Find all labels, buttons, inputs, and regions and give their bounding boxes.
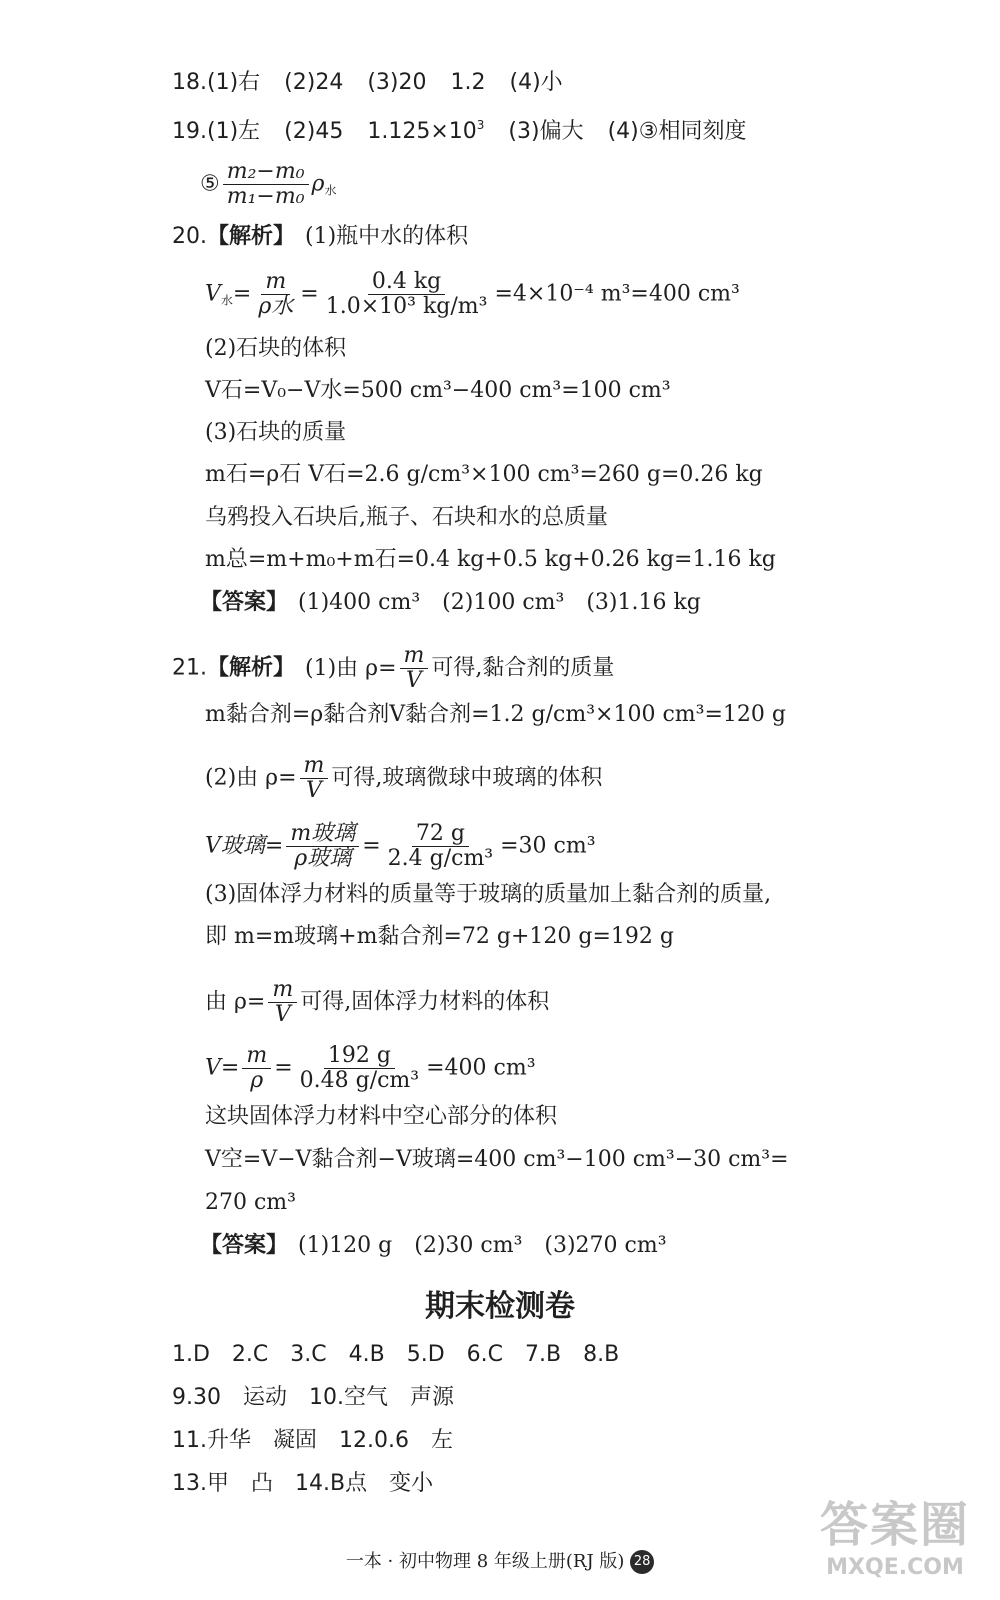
footer-text: 一本 · 初中物理 8 年级上册(RJ 版): [345, 1551, 625, 1572]
q21-f4-lhs: V=: [205, 1055, 240, 1081]
q20-f1-frac1-num: m: [261, 270, 290, 295]
q21-answer: [200, 1231, 667, 1261]
final-line-2: 9.30 运动 10.空气 声源: [172, 1385, 454, 1410]
q19-part2: (2)45: [284, 119, 344, 144]
q21-s4-num: m: [268, 978, 297, 1003]
q21-formula-3: 即 m=m玻璃+m黏合剂=72 g+120 g=192 g: [205, 924, 674, 949]
q20-answer: [200, 588, 701, 618]
q21-step3: (3)固体浮力材料的质量等于玻璃的质量加上黏合剂的质量,: [205, 882, 772, 907]
q21-step5: 这块固体浮力材料中空心部分的体积: [205, 1104, 558, 1129]
watermark-logo-text: 答案圈: [819, 1497, 970, 1553]
q19-rho-sub: 水: [324, 183, 337, 198]
watermark: [810, 1486, 980, 1580]
q21-f2-den2: 2.4 g/cm³: [387, 846, 494, 871]
q21-f2-rest: =30 cm³: [500, 833, 596, 859]
q19-part4: (4)③相同刻度: [607, 119, 747, 144]
q21-intro: [172, 644, 614, 693]
q20-answer-text: (1)400 cm³ (2)100 cm³ (3)1.16 kg: [298, 590, 701, 615]
q21-f4-den1: ρ: [250, 1068, 264, 1093]
q21-step2: [205, 754, 602, 803]
q21-formula-2: V玻璃= $\frac{\text{m玻璃}}{\text{ρ玻璃}}$ = $\frac{72 g}{\text{2.4 g/cm³}}$ =30 cm³: [205, 821, 596, 871]
q20-f1-lhs-sub: 水: [220, 293, 233, 308]
q19-exponent: 3: [476, 118, 485, 132]
q18-part2: (2)24: [284, 70, 344, 95]
page-number-badge: 28: [630, 1550, 654, 1574]
q20-f1-lhs: V: [205, 281, 221, 307]
q21-intro-den: V: [406, 668, 422, 693]
q19-part3: (3)偏大: [508, 119, 584, 144]
q21-intro-num: m: [400, 644, 429, 669]
q19-line: [172, 110, 746, 147]
q20-intro-text: (1)瓶中水的体积: [305, 224, 469, 249]
watermark-url: MXQE.COM: [826, 1555, 964, 1580]
q21-formula-5: V空=V−V黏合剂−V玻璃=400 cm³−100 cm³−30 cm³=: [205, 1147, 789, 1172]
q20-answer-tag: 【答案】: [200, 590, 289, 615]
q18-number: 18.: [172, 70, 207, 95]
final-line-3: 11.升华 凝固 12.0.6 左: [172, 1428, 453, 1453]
q20-intro: [172, 222, 468, 252]
q21-answer-tag: 【答案】: [200, 1233, 289, 1258]
q19-part2b: 1.125×10: [367, 119, 477, 144]
q21-f2-num2: 72 g: [412, 822, 469, 847]
q20-formula-3: m石=ρ石 V石=2.6 g/cm³×100 cm³=260 g=0.26 kg: [205, 462, 763, 487]
q20-step2: (2)石块的体积: [205, 336, 347, 361]
q20-f1-frac2: [322, 270, 492, 319]
q20-number: 20.: [172, 224, 207, 249]
q21-s4-den: V: [274, 1002, 291, 1027]
q21-step4: [205, 978, 549, 1027]
q20-f1-frac1: [254, 270, 297, 319]
q21-number: 21.: [172, 655, 207, 681]
q21-intro-frac: [400, 644, 429, 693]
q21-s2-frac: [300, 754, 329, 803]
q18-part3b: 1.2: [450, 70, 486, 95]
q21-f4-num1: m: [242, 1044, 271, 1069]
q19-number: 19.: [172, 119, 207, 144]
q20-f1-frac1-den: ρ水: [258, 294, 294, 319]
q21-formula-5-cont: 270 cm³: [205, 1190, 296, 1215]
q21-f2-num1: m玻璃: [286, 822, 359, 847]
q21-s4-b: 可得,固体浮力材料的体积: [300, 989, 550, 1015]
q18-part3: (3)20: [367, 70, 427, 95]
q20-f1-frac2-den: 1.0×10³ kg/m³: [325, 294, 488, 319]
q19-frac-den: m₁−m₀: [226, 184, 305, 209]
q21-s2-den: V: [306, 778, 322, 803]
q20-f1-frac2-num: 0.4 kg: [368, 270, 445, 295]
q21-intro-a: (1)由 ρ=: [305, 655, 397, 681]
q21-answer-text: (1)120 g (2)30 cm³ (3)270 cm³: [298, 1233, 667, 1258]
q21-formula-4: V= $\frac{m}{\rho}$ = $\frac{192 g}{\text{0.48 g/cm³}}$ =400 cm³: [205, 1043, 536, 1093]
q20-step4: 乌鸦投入石块后,瓶子、石块和水的总质量: [205, 505, 608, 530]
q18-part4: (4)小: [509, 70, 563, 95]
q20-tag: 【解析】: [207, 224, 296, 249]
q20-step3: (3)石块的质量: [205, 420, 347, 445]
q21-tag: 【解析】: [207, 655, 296, 681]
q21-f4-frac2: [296, 1044, 423, 1093]
q19-circled-5: ⑤: [200, 171, 220, 197]
q21-f4-frac1: [242, 1044, 271, 1093]
q21-f2-frac2: [384, 822, 497, 871]
q21-s2-num: m: [300, 754, 329, 779]
q19-part1: (1)左: [207, 119, 261, 144]
q21-f4-num2: 192 g: [324, 1044, 395, 1069]
q19-formula: [200, 160, 336, 209]
q21-s4-a: 由 ρ=: [205, 989, 266, 1015]
final-line-4: 13.甲 凸 14.B点 变小: [172, 1471, 434, 1496]
q21-s2-b: 可得,玻璃微球中玻璃的体积: [331, 765, 603, 791]
q18-line: [172, 68, 563, 98]
q18-part1: (1)右: [207, 70, 261, 95]
final-line-1: 1.D 2.C 3.C 4.B 5.D 6.C 7.B 8.B: [172, 1342, 620, 1367]
q19-rho: ρ: [311, 171, 325, 197]
q20-formula-4: m总=m+m₀+m石=0.4 kg+0.5 kg+0.26 kg=1.16 kg: [205, 547, 776, 572]
q21-formula-1: m黏合剂=ρ黏合剂V黏合剂=1.2 g/cm³×100 cm³=120 g: [205, 702, 786, 727]
q21-s4-frac: [268, 978, 297, 1027]
q21-f4-rest: =400 cm³: [426, 1055, 536, 1081]
q21-f2-frac1: [286, 822, 359, 871]
q20-formula-1: $V_水=$ $\frac{m}{\text{ρ水}}$ = $\frac{0.4 kg}{\text{1.0×10³ kg/m³}}$ =4×10⁻⁴ m³=400 cm³: [205, 269, 740, 319]
q21-f4-den2: 0.48 g/cm³: [299, 1068, 420, 1093]
q21-f2-den1: ρ玻璃: [294, 846, 352, 871]
q21-s2-a: (2)由 ρ=: [205, 765, 297, 791]
q19-frac-num: m₂−m₀: [223, 160, 309, 185]
q20-formula-2: V石=V₀−V水=500 cm³−400 cm³=100 cm³: [205, 378, 671, 403]
q19-fraction: [223, 160, 309, 209]
q21-intro-b: 可得,黏合剂的质量: [431, 655, 615, 681]
q21-f2-lhs: V玻璃=: [205, 833, 284, 859]
section-title: 期末检测卷: [425, 1289, 575, 1324]
q20-f1-rest: =4×10⁻⁴ m³=400 cm³: [494, 281, 740, 307]
